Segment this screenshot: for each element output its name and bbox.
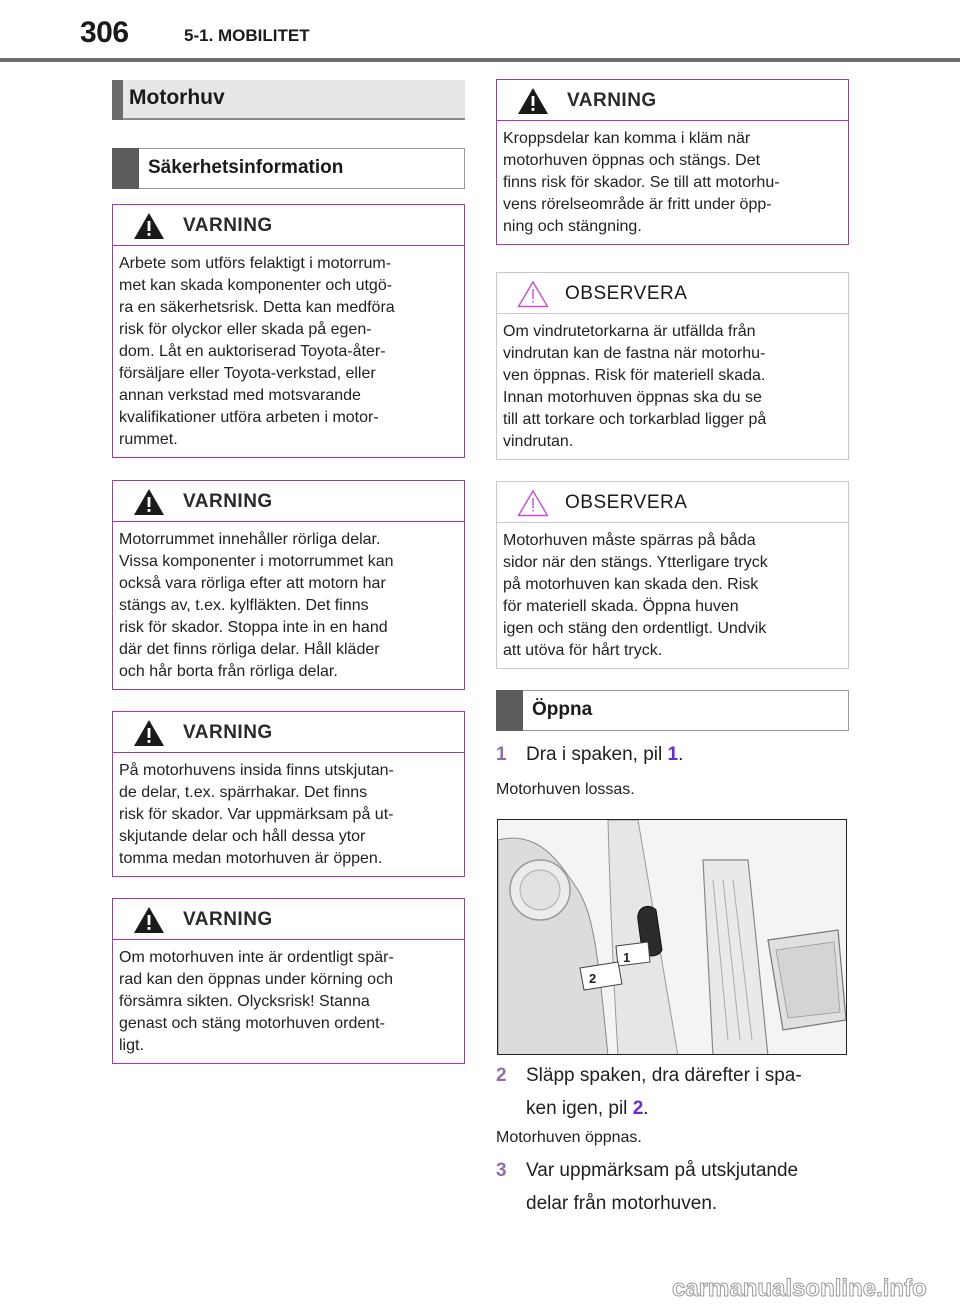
text-line: motorhuven öppnas och stängs. Det bbox=[503, 152, 761, 169]
text-line: ra en säkerhetsrisk. Detta kan medföra bbox=[119, 299, 395, 316]
text-line: tomma medan motorhuven är öppen. bbox=[119, 850, 383, 867]
text-line: annan verkstad med motsvarande bbox=[119, 387, 361, 404]
text-line: och hår borta från rörliga delar. bbox=[119, 663, 338, 680]
warning-box bbox=[112, 480, 465, 690]
main-heading bbox=[112, 80, 465, 120]
step-text-part: Dra i spaken, pil bbox=[526, 744, 668, 765]
arrow-label: 2 bbox=[589, 971, 597, 986]
text-line: rummet. bbox=[119, 431, 178, 448]
text-line: Kroppsdelar kan komma i kläm när bbox=[503, 130, 751, 147]
warning-text bbox=[113, 246, 464, 451]
text-line: rad kan den öppnas under körning och bbox=[119, 971, 393, 988]
arrow-number: 2 bbox=[632, 1098, 644, 1119]
watermark-logo bbox=[672, 1270, 932, 1304]
page-number: 306 bbox=[80, 16, 129, 49]
text-line: risk för olyckor eller skada på egen- bbox=[119, 321, 372, 338]
note-header bbox=[497, 482, 848, 523]
text-line: igen och stäng den ordentligt. Undvik bbox=[503, 620, 767, 637]
caution-outline-icon bbox=[517, 280, 549, 308]
step-result: Motorhuven lossas. bbox=[496, 781, 635, 798]
warning-triangle-icon bbox=[133, 212, 165, 240]
hood-release-lever-illustration bbox=[497, 819, 847, 1055]
text-line: dom. Låt en auktoriserad Toyota-åter- bbox=[119, 343, 386, 360]
step-number: 1 bbox=[496, 744, 507, 765]
step-text bbox=[496, 738, 849, 771]
text-line: för materiell skada. Öppna huven bbox=[503, 598, 739, 615]
warning-triangle-icon bbox=[133, 719, 165, 747]
warning-title: VARNING bbox=[183, 491, 273, 512]
warning-box bbox=[112, 204, 465, 458]
warning-text bbox=[497, 121, 848, 238]
sub-heading-text: Säkerhetsinformation bbox=[148, 157, 344, 178]
step-number: 2 bbox=[496, 1065, 507, 1086]
warning-box bbox=[112, 711, 465, 877]
watermark-text: carmanualsonline.info bbox=[672, 1275, 927, 1302]
arrow-number: 1 bbox=[667, 744, 679, 765]
text-line: sidor när den stängs. Ytterligare tryck bbox=[503, 554, 768, 571]
warning-header bbox=[497, 80, 848, 121]
text-line: genast och stäng motorhuven ordent- bbox=[119, 1015, 385, 1032]
step-text bbox=[496, 1059, 849, 1092]
warning-triangle-icon bbox=[133, 488, 165, 516]
step-3 bbox=[496, 1154, 849, 1220]
text-line: Motorrummet innehåller rörliga delar. bbox=[119, 531, 381, 548]
text-line: ning och stängning. bbox=[503, 218, 642, 235]
warning-header bbox=[113, 205, 464, 246]
step-text: Var uppmärksam på utskjutande bbox=[526, 1160, 799, 1181]
text-line: ligt. bbox=[119, 1037, 144, 1054]
text-line: stängs av, t.ex. kylfläkten. Det finns bbox=[119, 597, 369, 614]
step-1 bbox=[496, 738, 849, 771]
text-line: de delar, t.ex. spärrhakar. Det finns bbox=[119, 784, 368, 801]
text-line: försämra sikten. Olycksrisk! Stanna bbox=[119, 993, 370, 1010]
section-label: 5-1. MOBILITET bbox=[184, 26, 310, 45]
text-line: risk för skador. Stoppa inte in en hand bbox=[119, 619, 388, 636]
text-line: met kan skada komponenter och utgö- bbox=[119, 277, 393, 294]
text-line: Om vindrutetorkarna är utfällda från bbox=[503, 323, 756, 340]
text-line: risk för skador. Var uppmärksam på ut- bbox=[119, 806, 394, 823]
text-line: vindrutan. bbox=[503, 433, 574, 450]
step-text-line: Släpp spaken, dra därefter i spa- bbox=[526, 1065, 802, 1086]
step-result: Motorhuven öppnas. bbox=[496, 1129, 642, 1146]
footwell-drawing bbox=[498, 820, 847, 1055]
warning-title: VARNING bbox=[183, 722, 273, 743]
warning-text bbox=[113, 940, 464, 1057]
step-text-end: . bbox=[678, 744, 684, 765]
warning-title: VARNING bbox=[183, 909, 273, 930]
note-header bbox=[497, 273, 848, 314]
page-header bbox=[0, 0, 960, 62]
text-line: på motorhuven kan skada den. Risk bbox=[503, 576, 759, 593]
warning-triangle-icon bbox=[517, 87, 549, 115]
note-text bbox=[497, 523, 848, 662]
warning-box bbox=[496, 79, 849, 245]
text-line: På motorhuvens insida finns utskjutan- bbox=[119, 762, 394, 779]
step-text-line: ken igen, pil bbox=[526, 1098, 633, 1119]
text-line: att utöva för hårt tryck. bbox=[503, 642, 663, 659]
arrow-label: 1 bbox=[623, 950, 631, 965]
warning-triangle-icon bbox=[133, 906, 165, 934]
warning-header bbox=[113, 712, 464, 753]
warning-title: VARNING bbox=[183, 215, 273, 236]
note-box bbox=[496, 481, 849, 669]
sub-heading-safety bbox=[112, 148, 465, 189]
note-title: OBSERVERA bbox=[565, 283, 688, 304]
text-line: vens rörelseområde är fritt under öpp- bbox=[503, 196, 772, 213]
sub-heading-text: Öppna bbox=[532, 699, 593, 720]
text-line: också vara rörliga efter att motorn har bbox=[119, 575, 386, 592]
step-number: 3 bbox=[496, 1160, 507, 1181]
note-text bbox=[497, 314, 848, 453]
text-line: Vissa komponenter i motorrummet kan bbox=[119, 553, 394, 570]
heading-bar bbox=[112, 80, 123, 120]
warning-title: VARNING bbox=[567, 90, 657, 111]
text-line: kvalifikationer utföra arbeten i motor- bbox=[119, 409, 379, 426]
arrow-1 bbox=[616, 942, 650, 966]
note-box bbox=[496, 272, 849, 460]
warning-text bbox=[113, 522, 464, 683]
text-line: Motorhuven måste spärras på båda bbox=[503, 532, 756, 549]
header-rule bbox=[0, 58, 960, 62]
sub-heading-bar bbox=[112, 148, 139, 189]
caution-outline-icon bbox=[517, 489, 549, 517]
step-text bbox=[496, 1092, 849, 1125]
sub-heading-open bbox=[496, 690, 849, 731]
text-line: vindrutan kan de fastna när motorhu- bbox=[503, 345, 766, 362]
text-line: skjutande delar och håll dessa ytor bbox=[119, 828, 366, 845]
sub-heading-bar bbox=[496, 690, 523, 731]
text-line: där det finns rörliga delar. Håll kläder bbox=[119, 641, 380, 658]
text-line: Innan motorhuven öppnas ska du se bbox=[503, 389, 762, 406]
step-2 bbox=[496, 1059, 849, 1125]
text-line: Arbete som utförs felaktigt i motorrum- bbox=[119, 255, 392, 272]
text-line: ven öppnas. Risk för materiell skada. bbox=[503, 367, 766, 384]
step-text: delar från motorhuven. bbox=[526, 1193, 718, 1214]
warning-text bbox=[113, 753, 464, 870]
note-title: OBSERVERA bbox=[565, 492, 688, 513]
warning-header bbox=[113, 481, 464, 522]
text-line: Om motorhuven inte är ordentligt spär- bbox=[119, 949, 394, 966]
main-heading-text: Motorhuv bbox=[129, 86, 225, 109]
text-line: finns risk för skador. Se till att motorhu- bbox=[503, 174, 780, 191]
text-line: till att torkare och torkarblad ligger på bbox=[503, 411, 767, 428]
warning-header bbox=[113, 899, 464, 940]
warning-box bbox=[112, 898, 465, 1064]
step-text-end: . bbox=[643, 1098, 649, 1119]
text-line: försäljare eller Toyota-verkstad, eller bbox=[119, 365, 376, 382]
